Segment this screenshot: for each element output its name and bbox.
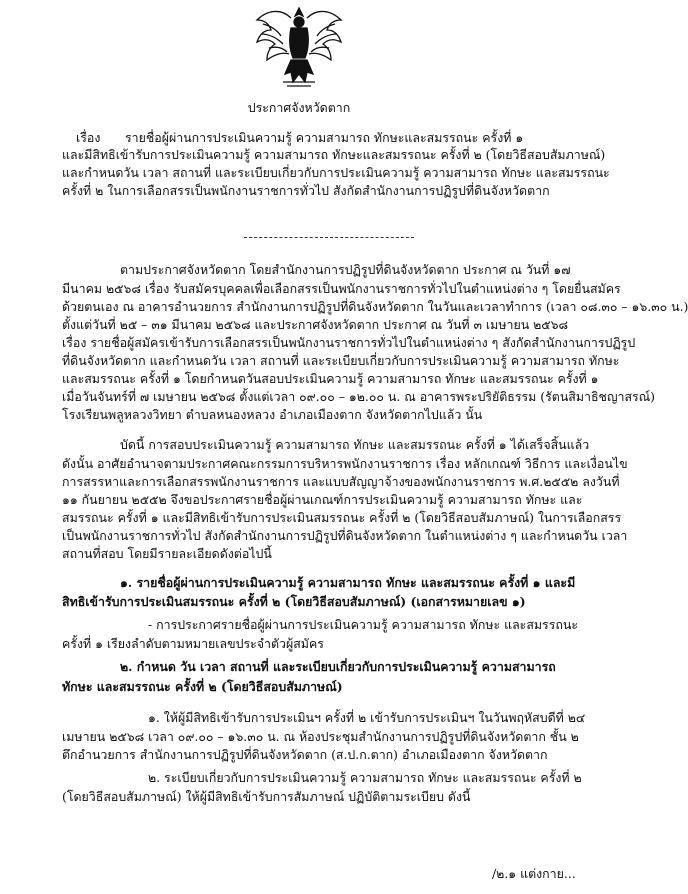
section2-item2-line-2: (โดยวิธีสอบสัมภาษณ์) ให้ผู้มีสิทธิเข้ารับการสัมภาษณ์ ปฏิบัติตามระเบียบ ดังนี้	[62, 789, 471, 804]
para1-line-3: ด้วยตนเอง ณ อาคารอำนวยการ สำนักงานการปฏิรูปที่ดินจังหวัดตาก ในวันและเวลาทำการ (เวลา ๐๘.๓๐ – ๑๖.๓๐ น.)	[62, 299, 688, 314]
subject-label: เรื่อง	[76, 130, 101, 145]
section1-heading-line-1: ๑. รายชื่อผู้ผ่านการประเมินความรู้ ความสามารถ ทักษะ และสมรรถนะ ครั้งที่ ๑ และมี	[120, 575, 576, 590]
section2-item1-line-1: ๑. ให้ผู้มีสิทธิเข้ารับการประเมินฯ ครั้งที่ ๒ เข้ารับการประเมินฯ ในวันพฤหัสบดีที่ ๒๔	[148, 710, 586, 725]
para1-line-5: เรื่อง รายชื่อผู้สมัครเข้ารับการเลือกสรรเป็นพนักงานราชการทั่วไปในตำแหน่งต่าง ๆ สังกัดสำนักงานการปฏิรูป	[62, 335, 636, 350]
section2-item1-line-3: ตึกอำนวยการ สำนักงานการปฏิรูปที่ดินจังหวัดตาก (ส.ป.ก.ตาก) อำเภอเมืองตาก จังหวัดตาก	[62, 747, 548, 762]
section2-heading-line-2: ทักษะ และสมรรถนะ ครั้งที่ ๒ (โดยวิธีสอบสัมภาษณ์)	[62, 679, 343, 694]
section2-item1-line-2: เมษายน ๒๕๖๘ เวลา ๐๙.๐๐ – ๑๖.๓๐ น. ณ ห้องประชุมสำนักงานการปฏิรูปที่ดินจังหวัดตาก ชั้น ๒	[62, 729, 579, 744]
para1-line-4: ตั้งแต่วันที่ ๒๕ – ๓๑ มีนาคม ๒๕๖๘ และประกาศจังหวัดตาก ประกาศ ณ วันที่ ๓ เมษายน ๒๕๖๘	[62, 317, 569, 332]
section1-body-line-1: - การประกาศรายชื่อผู้ผ่านการประเมินความรู้ ความสามารถ ทักษะ และสมรรถนะ	[148, 617, 578, 632]
section1-heading-line-2: สิทธิเข้ารับการประเมินสมรรถนะ ครั้งที่ ๒ (โดยวิธีสอบสัมภาษณ์) (เอกสารหมายเลข ๑)	[62, 594, 526, 609]
garuda-emblem-icon	[251, 4, 347, 88]
subject-line-3: และกำหนดวัน เวลา สถานที่ และระเบียบเกี่ยวกับการประเมินความรู้ ความสามารถ ทักษะ และสมรรถนะ	[62, 165, 610, 180]
para2-line-3: การสรรหาและการเลือกสรรพนักงานราชการ และแบบสัญญาจ้างของพนักงานราชการ พ.ศ.๒๕๕๒ ลงวันที่	[62, 474, 620, 489]
section2-item2-line-1: ๒. ระเบียบเกี่ยวกับการประเมินความรู้ ความสามารถ ทักษะ และสมรรถนะ ครั้งที่ ๒	[148, 770, 582, 785]
section1-body-line-2: ครั้งที่ ๑ เรียงลำดับตามหมายเลขประจำตัวผู้สมัคร	[62, 636, 324, 651]
para1-line-2: มีนาคม ๒๕๖๘ เรื่อง รับสมัครบุคคลเพื่อเลือกสรรเป็นพนักงานราชการทั่วไปในตำแหน่งต่าง ๆ โดยยื่นสมัคร	[62, 281, 621, 296]
subject-line-2: และมีสิทธิเข้ารับการประเมินความรู้ ความสามารถ ทักษะและสมรรถนะ ครั้งที่ ๒ (โดยวิธีสอบสัมภาษณ์)	[62, 147, 606, 162]
para1-line-6: ที่ดินจังหวัดตาก และกำหนดวัน เวลา สถานที่ และระเบียบเกี่ยวกับการประเมินความรู้ ความสามารถ ทักษะ	[62, 353, 620, 368]
para2-line-1: บัดนี้ การสอบประเมินความรู้ ความสามารถ ทักษะ และสมรรถนะ ครั้งที่ ๑ ได้เสร็จสิ้นแล้ว	[120, 437, 590, 452]
para1-line-8: เมื่อวันจันทร์ที่ ๗ เมษายน ๒๕๖๘ ตั้งแต่เวลา ๐๙.๐๐ – ๑๒.๐๐ น. ณ อาคารพระปริยัติธรรม (รัตนสิมาธิชญาสรณ์)	[62, 389, 656, 404]
para2-line-7: สถานที่สอบ โดยมีรายละเอียดดังต่อไปนี้	[62, 546, 272, 561]
para2-line-4: ๑๑ กันยายน ๒๕๕๒ จึงขอประกาศรายชื่อผู้ผ่านเกณฑ์การประเมินความรู้ ความสามารถ ทักษะ และ	[62, 492, 583, 507]
para2-line-5: สมรรถนะ ครั้งที่ ๑ และมีสิทธิเข้ารับการประเมินสมรรถนะ ครั้งที่ ๒ (โดยวิธีสอบสัมภาษณ์) ในการเลือกสรร	[62, 510, 622, 525]
subject-line-4: ครั้งที่ ๒ ในการเลือกสรรเป็นพนักงานราชการทั่วไป สังกัดสำนักงานการปฏิรูปที่ดินจังหวัดตาก	[62, 183, 550, 198]
continued-marker: /๒.๑ แต่งกาย...	[492, 866, 576, 881]
header-divider	[244, 237, 414, 238]
para1-line-9: โรงเรียนพลูหลวงวิทยา ตำบลหนองหลวง อำเภอเมืองตาก จังหวัดตากไปแล้ว นั้น	[62, 407, 483, 422]
document-org-title: ประกาศจังหวัดตาก	[247, 100, 351, 115]
para2-line-2: ดังนั้น อาศัยอำนาจตามประกาศคณะกรรมการบริหารพนักงานราชการ เรื่อง หลักเกณฑ์ วิธีการ และเงื่อนไข	[62, 456, 628, 471]
para1-line-7: และสมรรถนะ ครั้งที่ ๑ โดยกำหนดวันสอบประเมินความรู้ ความสามารถ ทักษะ และสมรรถนะ ครั้งที่ ๑	[62, 371, 599, 386]
section2-heading-line-1: ๒. กำหนด วัน เวลา สถานที่ และระเบียบเกี่ยวกับการประเมินความรู้ ความสามารถ	[120, 659, 556, 674]
para1-line-1: ตามประกาศจังหวัดตาก โดยสำนักงานการปฏิรูปที่ดินจังหวัดตาก ประกาศ ณ วันที่ ๑๗	[120, 262, 571, 277]
subject-line-1: รายชื่อผู้ผ่านการประเมินความรู้ ความสามารถ ทักษะและสมรรถนะ ครั้งที่ ๑	[125, 130, 524, 145]
para2-line-6: เป็นพนักงานราชการทั่วไป สังกัดสำนักงานการปฏิรูปที่ดินจังหวัดตาก ในตำแหน่งต่าง ๆ และกำหนดวัน เวลา	[62, 528, 628, 543]
